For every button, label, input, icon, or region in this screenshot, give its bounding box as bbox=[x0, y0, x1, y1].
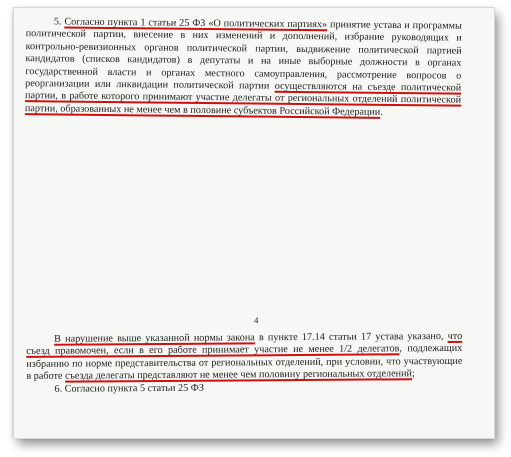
next-paragraph-cutoff bbox=[26, 380, 462, 395]
underlined-congress-requirement: осуществляются на съезде политической партии, в работе которого принимают участие делегаты от региональных отделений политической партии, образованных не менее чем в половине субъектов Российской Федерации bbox=[24, 80, 462, 118]
scanned-document bbox=[14, 8, 494, 438]
paragraph-end: ; bbox=[411, 368, 415, 380]
document-fragment-2 bbox=[14, 313, 494, 438]
paragraph-5 bbox=[25, 16, 462, 120]
document-fragment-1 bbox=[14, 8, 494, 203]
underlined-violation-intro: В нарушение выше указанной нормы закона bbox=[54, 332, 255, 345]
paragraph-number: 5. bbox=[53, 16, 62, 28]
next-paragraph-text: 6. Согласно пункта 5 статьи 25 ФЗ bbox=[54, 382, 204, 395]
paragraph-text: принятие устава и программы политической партии, внесение в них изменений и дополнений, избрание руководящих и контрольно-ревизионных органов политической партии, выдвижение политической партией кандидатов (списков кандидатов) в депутаты и на иные выборные должности в органах государственной власти и органах местного самоуправления, рассмотрение вопросов о реорганизации или ликвидации политической партии bbox=[25, 19, 462, 92]
paragraph-end: . bbox=[380, 106, 383, 118]
paragraph-text: , подлежащих избранию по норме представительства от региональных отделений, при условии, что участвующие в работе bbox=[26, 343, 463, 383]
underlined-delegates-clause: съезда делегаты представляют не менее чем половину региональных отделений bbox=[65, 368, 412, 382]
paragraph-violation bbox=[26, 331, 462, 396]
page-number: 4 bbox=[254, 315, 259, 326]
paragraph-text: в пункте 17.14 статьи 17 устава указано, bbox=[254, 330, 448, 344]
underlined-law-reference: Согласно пункта 1 статьи 25 ФЗ «О политических партиях» bbox=[64, 16, 328, 31]
underlined-quorum-clause: что съезд правомочен, если в его работе принимает участие не менее 1/2 делегатов bbox=[26, 330, 463, 358]
